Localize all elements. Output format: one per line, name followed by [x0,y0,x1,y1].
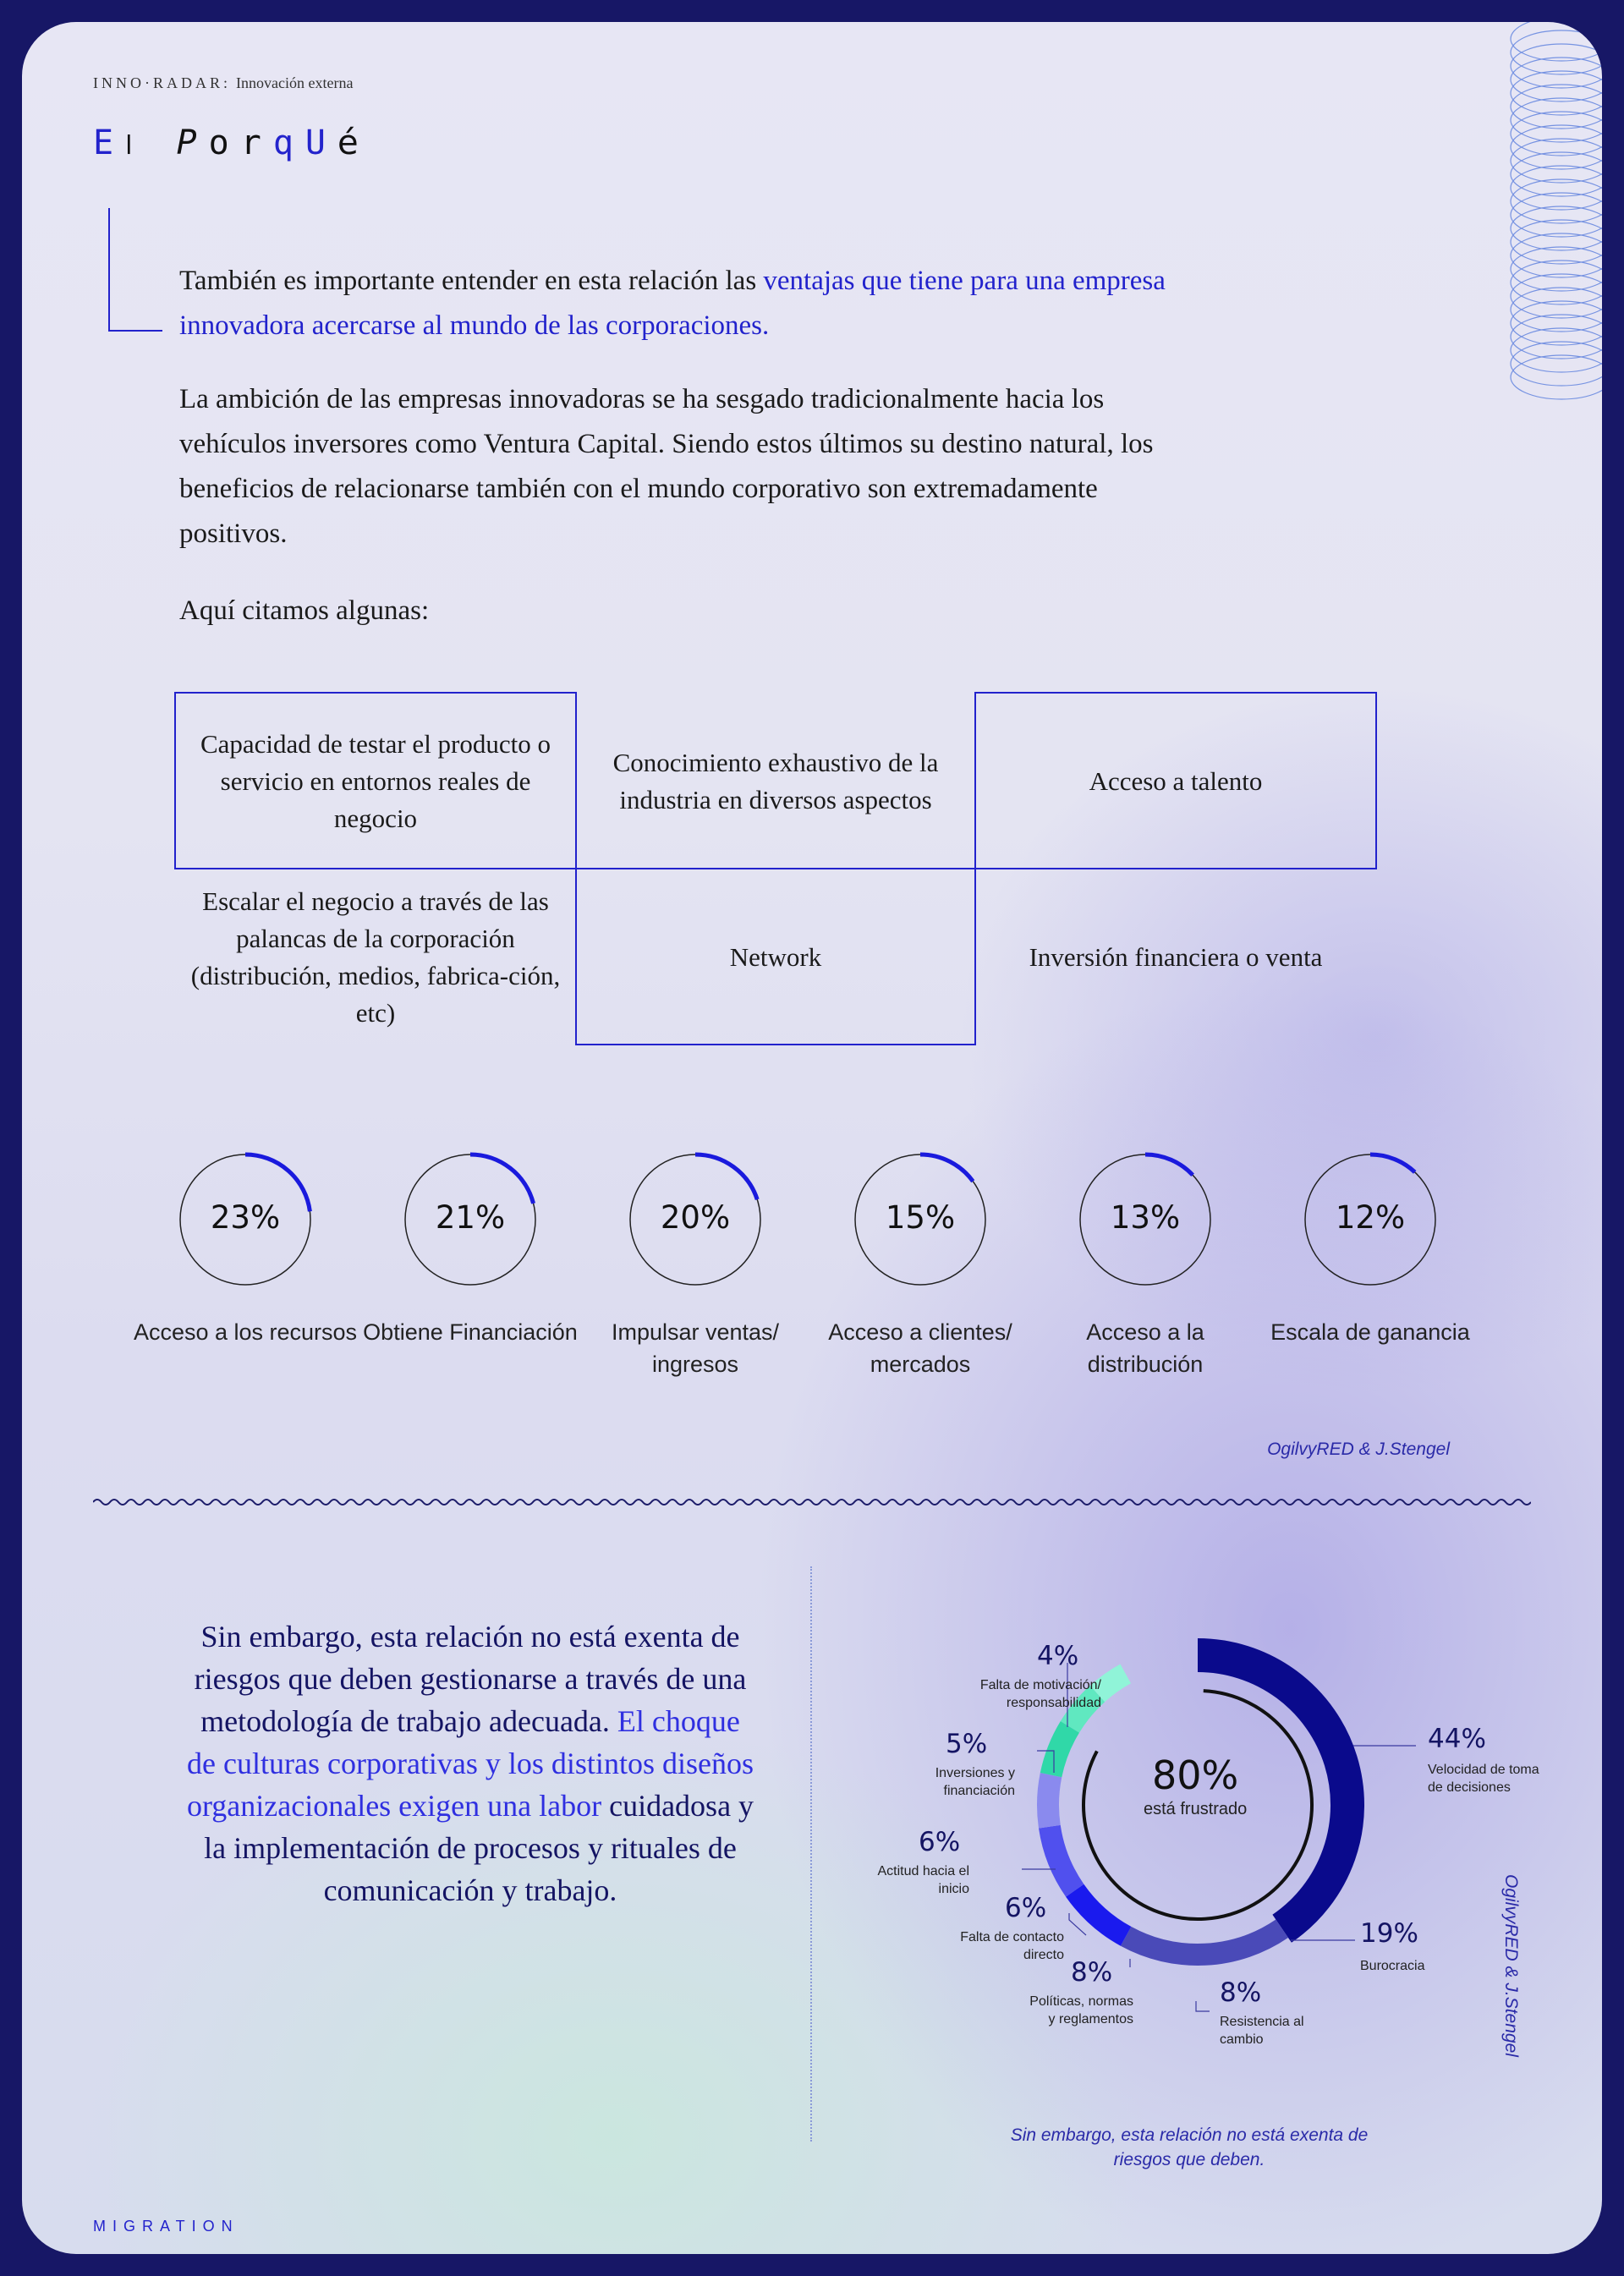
coil-decoration [1502,22,1602,428]
title-letter: q [272,123,305,162]
segment-label: Falta de motivación/ responsabilidad [979,1678,1101,1710]
title-letter: l [125,131,145,161]
coil-loop [1511,139,1602,183]
stat-label: Acceso a clientes/ mercados [828,1319,1012,1377]
segment-pct: 4% [1037,1641,1079,1671]
stat-value: 21% [435,1199,506,1236]
stat-value: 12% [1335,1199,1406,1236]
stat-label: Impulsar ventas/ ingresos [611,1319,780,1377]
benefit-item: Capacidad de testar el producto o servicio en entornos reales de negocio [200,729,551,833]
segment-pct: 44% [1428,1724,1486,1754]
coil-loop [1511,98,1602,142]
stat-value: 23% [210,1199,281,1236]
donut-segment [1050,1827,1075,1890]
donut-segment [1097,1674,1125,1694]
donut-segment [1075,1890,1126,1936]
segment-label: Burocracia [1360,1959,1425,1973]
stat-label: Acceso a los recursos [133,1319,358,1345]
coil-loop [1511,328,1602,372]
source-credit-vertical: OgilvyRED & J.Stengel [1501,1874,1521,2057]
segment-pct: 6% [1005,1893,1047,1923]
donut-leader-line [1069,1913,1086,1935]
donut-segment [1048,1775,1051,1827]
coil-loop [1511,112,1602,156]
intro-body: La ambición de las empresas innovadoras se ha sesgado tradicionalmente hacia los vehículos inversores como Ventura Capital. Siendo estos últimos su destino natural, los beneficios de relacionarse también con el mundo corporativo son extremadamente positivos. [179,384,1154,549]
coil-loop [1511,206,1602,250]
coil-loop [1511,22,1602,61]
benefit-item: Inversión financiera o venta [1029,942,1323,972]
segment-label: Velocidad de toma de decisiones [1428,1763,1539,1795]
donut-center-label: está frustrado [1144,1800,1248,1818]
segment-pct: 5% [946,1729,988,1759]
stat-value: 20% [660,1199,731,1236]
benefit-item: Escalar el negocio a través de las palancas de la corporación (distribución, medios, fabrica-ción, etc) [190,886,561,1028]
stat-label: Escala de ganancia [1270,1319,1470,1345]
header-subtitle: Innovación externa [236,74,354,91]
coil-loop [1511,30,1602,74]
coil-loop [1511,355,1602,399]
segment-label: Resistencia al cambio [1220,2015,1304,2047]
risks-highlight: El choque de culturas corporativas y los distintos diseños organizacionales exigen una labor [186,1704,754,1823]
list-intro: Aquí citamos algunas: [179,595,430,626]
benefit-item: Network [729,942,822,972]
donut-segment [1051,1727,1070,1775]
benefit-item: Acceso a talento [1089,766,1263,796]
header-brand: INNO·RADAR: [93,74,231,91]
segment-pct: 19% [1360,1918,1418,1949]
donut-center-value: 80% [1152,1752,1239,1798]
coil-loop [1511,193,1602,237]
stat-label: Acceso a la distribución [1086,1319,1204,1377]
running-header [93,74,353,92]
coil-loop [1511,166,1602,210]
coil-loop [1511,342,1602,386]
source-credit: OgilvyRED & J.Stengel [1267,1440,1450,1459]
benefit-item: Conocimiento exhaustivo de la industria en diversos aspectos [612,748,939,814]
stat-value: 13% [1110,1199,1181,1236]
coil-loop [1511,301,1602,345]
coil-loop [1511,58,1602,101]
intro-lead-highlight: ventajas que tiene para una empresa innovadora acercarse al mundo de las corporaciones. [179,266,1166,341]
coil-loop [1511,261,1602,304]
coil-loop [1511,274,1602,318]
segment-label: Inversiones y financiación [935,1766,1015,1798]
risks-plain-2: cuidadosa y la implementación de procesos y rituales de comunicación y trabajo. [204,1789,754,1907]
title-letter: U [304,123,337,162]
stat-ring-arc [1145,1154,1193,1175]
segment-label: Políticas, normas y reglamentos [1029,1994,1133,2026]
coil-loop [1511,220,1602,264]
footer-brand: MIGRATION [93,2218,239,2235]
segment-pct: 8% [1071,1957,1113,1988]
stat-ring-arc [1370,1154,1415,1172]
stat-ring-arc [470,1154,534,1204]
risks-text [183,1615,758,1911]
coil-loop [1511,315,1602,359]
stat-value: 15% [885,1199,956,1236]
title-letter: r [240,123,273,162]
title-letter: é [337,123,370,162]
intro-lead [179,259,1194,348]
coil-loop [1511,85,1602,129]
title-letter: E [93,123,126,162]
coil-loop [1511,44,1602,88]
coil-loop [1511,125,1602,169]
title-letter: o [208,123,241,162]
segment-label: Actitud hacia el inicio [877,1864,969,1896]
wave-divider [93,1494,1531,1511]
donut-segment [1126,1928,1282,1955]
donut-leader-line [1037,1751,1054,1773]
quote-bracket [108,208,162,332]
intro-lead-plain: También es importante entender en esta relación las [179,266,764,296]
segment-label: Falta de contacto directo [960,1930,1064,1962]
stat-ring-arc [695,1154,757,1199]
vertical-divider [810,1566,812,2142]
stat-ring-arc [920,1154,973,1182]
coil-loop [1511,152,1602,196]
stat-label: Obtiene Financiación [363,1319,578,1345]
coil-loop [1511,247,1602,291]
title-letter: P [176,123,209,162]
risks-plain-1: Sin embargo, esta relación no está exenta de riesgos que deben gestionarse a través de una metodología de trabajo adecuada. [194,1620,747,1738]
segment-pct: 8% [1220,1977,1262,2008]
page [22,22,1602,2254]
segment-pct: 6% [919,1827,961,1857]
donut-leader-line [1196,2001,1210,2011]
coil-loop [1511,71,1602,115]
coil-loop [1511,179,1602,223]
coil-loop [1511,233,1602,277]
page-title [93,123,370,162]
coil-loop [1511,288,1602,332]
chart-caption: Sin embargo, esta relación no está exenta de riesgos que deben. [1010,2125,1369,2169]
